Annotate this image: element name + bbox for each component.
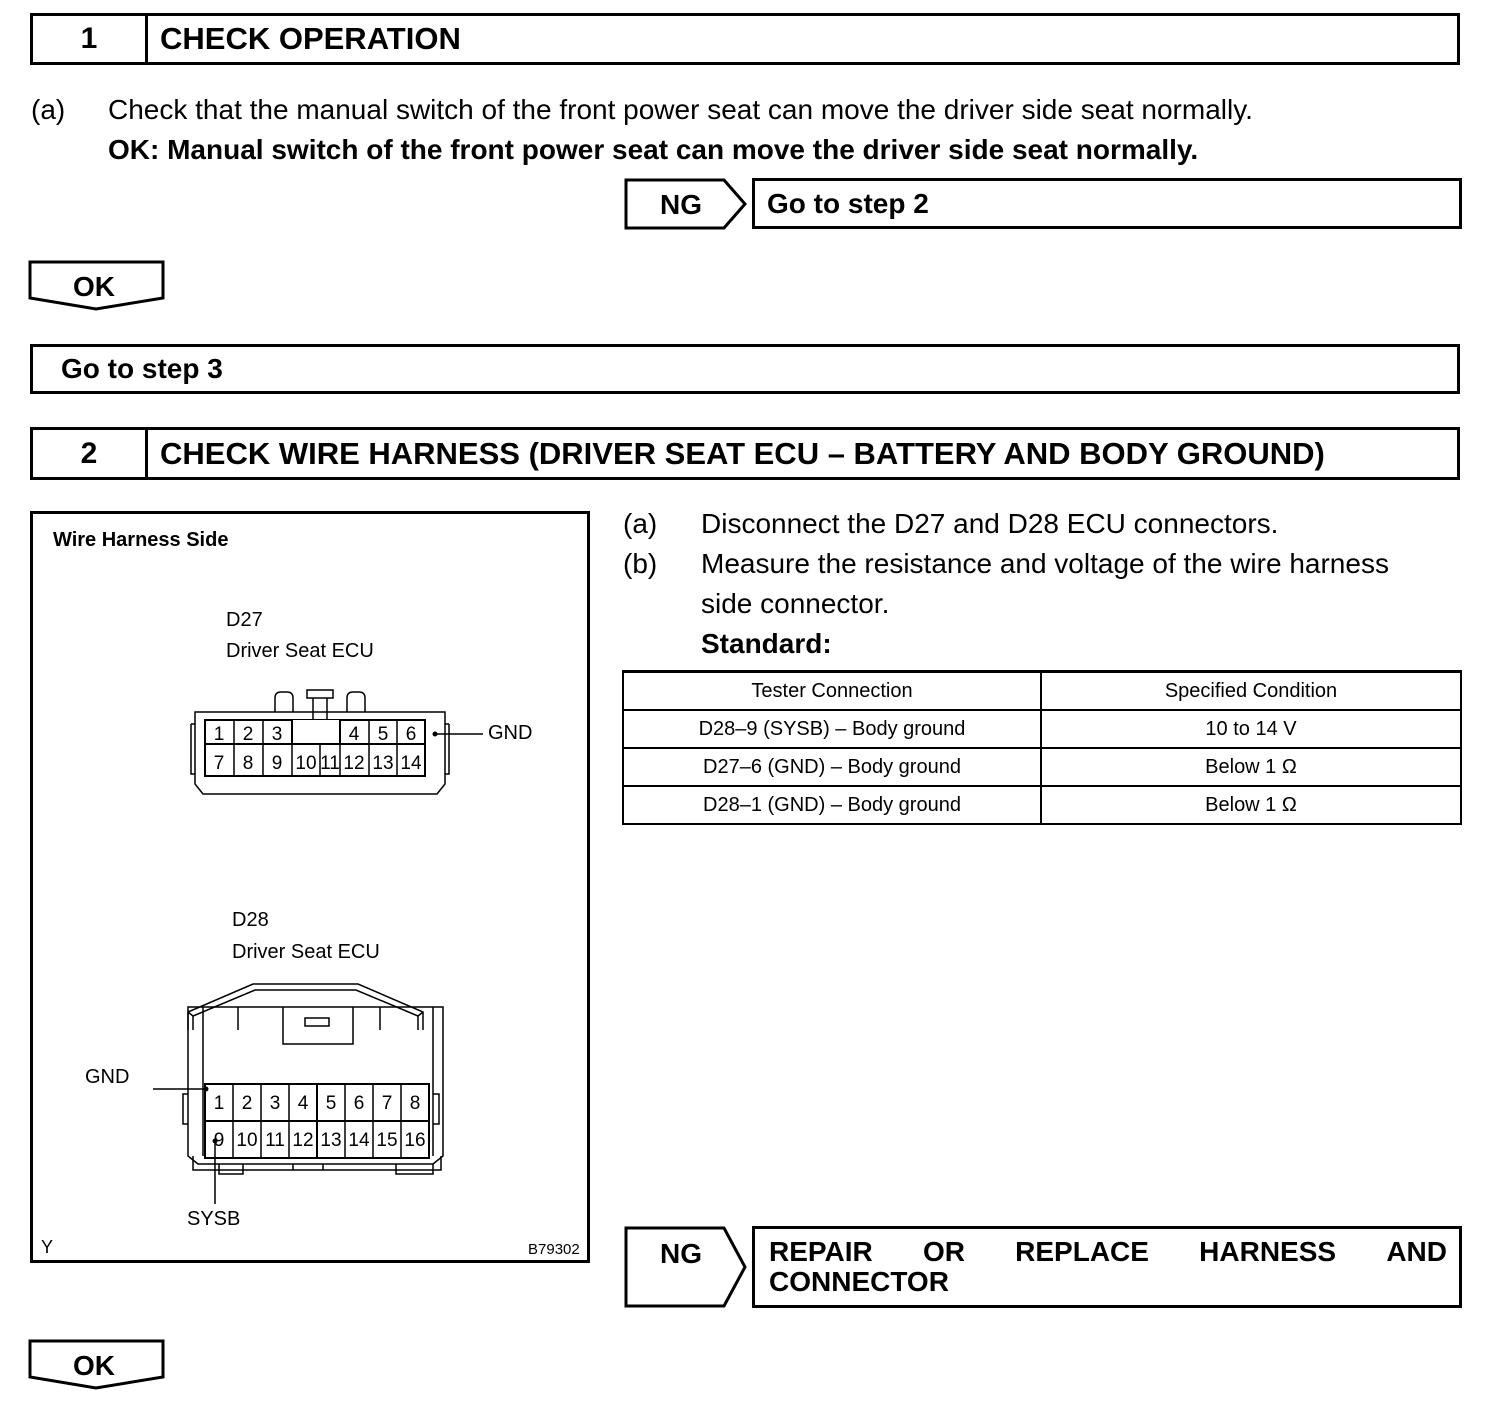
step2-ng-arrow[interactable] bbox=[624, 1226, 748, 1310]
step2-ng-action[interactable] bbox=[752, 1226, 1462, 1308]
table-header: Tester Connection bbox=[623, 672, 1041, 711]
step1-header bbox=[30, 13, 1460, 65]
step1-item-a-text: Check that the manual switch of the front power seat can move the driver side seat normally. bbox=[108, 94, 1253, 125]
ng-action-line2: CONNECTOR bbox=[769, 1266, 949, 1297]
table-cell: D28–1 (GND) – Body ground bbox=[623, 786, 1041, 824]
d27-pin: 7 bbox=[213, 753, 225, 774]
d28-pin: 10 bbox=[236, 1130, 258, 1151]
d27-pin: 10 bbox=[295, 753, 317, 774]
d28-pin: 3 bbox=[269, 1093, 281, 1114]
step2-header bbox=[30, 427, 1460, 480]
step2-ok-arrow[interactable] bbox=[28, 1339, 166, 1391]
connector-diagram bbox=[30, 511, 590, 1263]
d27-pin: 11 bbox=[320, 753, 340, 774]
ng-action-word: AND bbox=[1386, 1236, 1447, 1267]
table-cell: Below 1 Ω bbox=[1041, 748, 1461, 786]
step1-title: CHECK OPERATION bbox=[160, 21, 461, 56]
standard-label: Standard: bbox=[701, 628, 832, 659]
d28-pin: 7 bbox=[381, 1093, 393, 1114]
step2-item-a-label: (a) bbox=[623, 508, 658, 539]
step2-item-b-label: (b) bbox=[623, 548, 658, 579]
d27-id: D27 bbox=[226, 609, 263, 631]
step1-ok-criteria: OK: Manual switch of the front power seat can move the driver side seat normally. bbox=[108, 134, 1199, 165]
d27-gnd-label: GND bbox=[488, 722, 533, 744]
d28-pin: 2 bbox=[241, 1093, 253, 1114]
table-row bbox=[623, 748, 1461, 786]
step2-item-b-line1: Measure the resistance and voltage of the wire harness bbox=[701, 548, 1389, 579]
step1-ok-label: OK bbox=[73, 271, 115, 302]
d27-pin: 2 bbox=[242, 724, 254, 745]
d28-gnd-label: GND bbox=[85, 1066, 130, 1088]
step1-item-a-label: (a) bbox=[31, 94, 66, 125]
d28-pin: 16 bbox=[404, 1130, 426, 1151]
diagram-heading: Wire Harness Side bbox=[53, 529, 229, 551]
table-row bbox=[623, 710, 1461, 748]
d27-pin: 4 bbox=[348, 724, 360, 745]
step1-ng-action[interactable]: Go to step 2 bbox=[752, 178, 1462, 229]
table-cell: 10 to 14 V bbox=[1041, 710, 1461, 748]
figure-code: B79302 bbox=[528, 1241, 580, 1258]
d27-name: Driver Seat ECU bbox=[226, 640, 374, 662]
d27-pin: 9 bbox=[271, 753, 283, 774]
step2-ok-label: OK bbox=[73, 1350, 115, 1381]
d27-pin: 6 bbox=[405, 724, 417, 745]
d28-pin: 14 bbox=[348, 1130, 370, 1151]
step1-ok-arrow[interactable] bbox=[28, 260, 166, 312]
d27-pin: 1 bbox=[213, 724, 225, 745]
d28-pin: 15 bbox=[376, 1130, 398, 1151]
ng-action-word: HARNESS bbox=[1199, 1236, 1337, 1267]
d27-pin: 5 bbox=[377, 724, 389, 745]
step2-item-b-line2: side connector. bbox=[701, 588, 890, 619]
d28-pin: 1 bbox=[213, 1093, 225, 1114]
step1-number: 1 bbox=[33, 16, 148, 62]
d28-pin: 12 bbox=[292, 1130, 314, 1151]
d27-pin: 8 bbox=[242, 753, 254, 774]
table-cell: Below 1 Ω bbox=[1041, 786, 1461, 824]
d27-pin: 12 bbox=[343, 753, 365, 774]
table-cell: D28–9 (SYSB) – Body ground bbox=[623, 710, 1041, 748]
ng-action-word: REPAIR bbox=[769, 1236, 873, 1267]
d28-pin: 9 bbox=[213, 1130, 225, 1151]
d28-pin: 13 bbox=[320, 1130, 342, 1151]
d28-name: Driver Seat ECU bbox=[232, 941, 380, 963]
d28-sysb-label: SYSB bbox=[187, 1208, 241, 1230]
step1-ok-action[interactable]: Go to step 3 bbox=[30, 344, 1460, 394]
d28-id: D28 bbox=[232, 909, 269, 931]
step1-ng-arrow[interactable] bbox=[624, 178, 748, 230]
step2-ng-label: NG bbox=[660, 1238, 702, 1269]
table-cell: D27–6 (GND) – Body ground bbox=[623, 748, 1041, 786]
d27-pin: 13 bbox=[372, 753, 394, 774]
step1-ng-label: NG bbox=[660, 189, 702, 220]
d28-pin: 8 bbox=[409, 1093, 421, 1114]
step2-title: CHECK WIRE HARNESS (DRIVER SEAT ECU – BATTERY AND BODY GROUND) bbox=[160, 435, 1325, 471]
step2-item-a-text: Disconnect the D27 and D28 ECU connectors. bbox=[701, 508, 1279, 539]
d27-pin: 3 bbox=[271, 724, 283, 745]
table-header: Specified Condition bbox=[1041, 672, 1461, 711]
d28-pin: 6 bbox=[353, 1093, 365, 1114]
ng-action-word: REPLACE bbox=[1015, 1236, 1149, 1267]
corner-mark: Y bbox=[41, 1237, 54, 1257]
d28-pin: 5 bbox=[325, 1093, 337, 1114]
spec-table bbox=[622, 670, 1462, 825]
d28-pin: 4 bbox=[297, 1093, 309, 1114]
table-row bbox=[623, 786, 1461, 824]
d28-pin: 11 bbox=[265, 1130, 285, 1151]
d28-connector bbox=[143, 974, 463, 1204]
ng-action-word: OR bbox=[922, 1236, 965, 1267]
d27-connector bbox=[183, 684, 483, 804]
d27-pin: 14 bbox=[400, 753, 422, 774]
table-header-row bbox=[623, 672, 1461, 711]
step2-number: 2 bbox=[33, 430, 148, 477]
